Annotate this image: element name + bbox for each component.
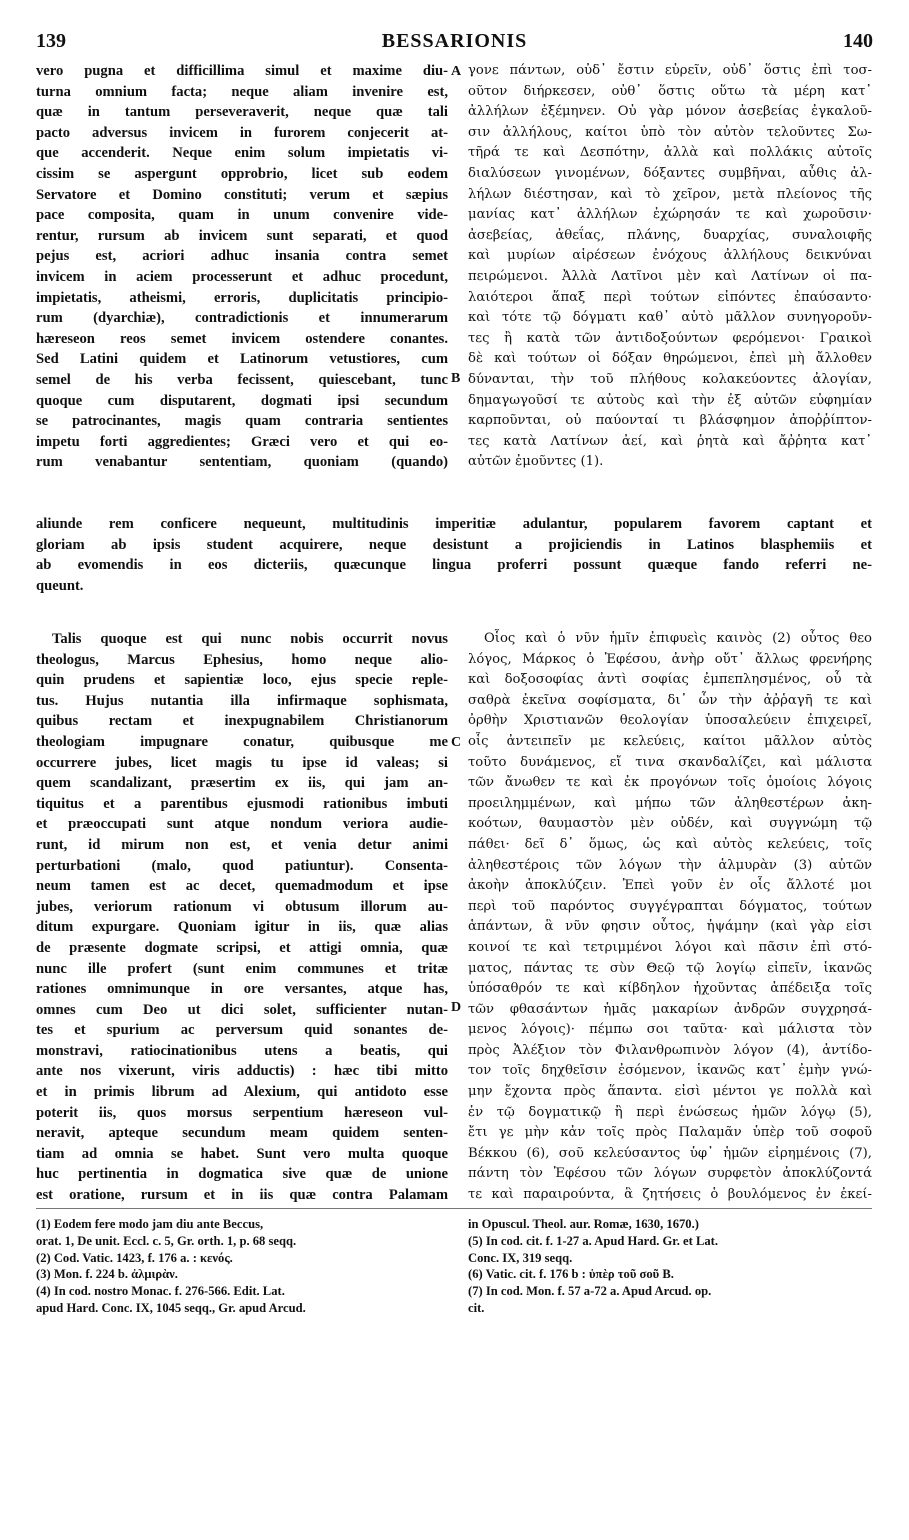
section2-greek-column <box>468 629 872 1206</box>
footnotes-left <box>36 1216 448 1317</box>
text-line: poterit iis, quos morsus serpentium hæreseon vul- <box>36 1104 448 1121</box>
text-line: runt, id mirum non est, et venia detur animi <box>36 836 448 853</box>
text-line: perturbationi (malo, quod patiuntur). Consenta- <box>36 857 448 874</box>
text-line: ἀκοὴν ἀποκλύζειν. Ἐπεὶ γοῦν ἐν οἷς ἄλλοτέ μοι <box>468 878 872 894</box>
text-line: δύνανται, τὴν τοῦ πλήθους κολακεύοντες ἀλογίαν, <box>468 371 872 387</box>
text-line: τῆρά τε καὶ Δεσπότην, ἀλλὰ καὶ πολλάκις αὐτοῖς <box>468 145 872 161</box>
text-line: hæreseon reos semet invicem ostendere conantes. <box>36 330 448 347</box>
text-line: πειρώμενοι. Ἀλλὰ Λατῖνοι μὲν καὶ Λατίνων οἱ πα- <box>468 268 872 284</box>
text-line: τοῦτο δυνάμενος, εἴ τινα σκανδαλίζει, καὶ μάλιστα <box>468 754 872 770</box>
text-line: οἷς ἀντειπεῖν με κελεύεις, καίτοι μᾶλλον αὐτὸς <box>468 733 872 749</box>
text-line: neum tamen est ac decet, quemadmodum et ipse <box>36 878 448 895</box>
text-line: κοότων, θαυμαστὸν μὲν οὐδέν, καὶ συγγνώμη τῷ <box>468 816 872 832</box>
text-line: aliunde rem conficere nequeunt, multitudinis imperitiæ adulantur, popularem favorem captant et <box>36 516 872 532</box>
text-line: pacto adversus invicem in furorem conjecerit at- <box>36 124 448 141</box>
text-line: προειλημμένων, καὶ μήπω τῶν ἀληθεστέρων ἀκη- <box>468 795 872 811</box>
text-line: οῦτον διήρκεσεν, οὐθ᾽ ὅστις οὕτω τὰ μέρη κατ᾽ <box>468 83 872 99</box>
text-line: μην ἔχοντα πρὸς ἅπαντα. εἰσὶ μέντοι γε πολλὰ καὶ <box>468 1084 872 1100</box>
text-line: ὑπόσαθρόν τε καὶ κίβδηλον ἠχοῦντας ἀπέδειξα τοῖς <box>468 981 872 997</box>
text-line: monstravi, ratiocinationibus utens a beatis, qui <box>36 1042 448 1059</box>
text-line: rum (dyarchiæ), contradictionis et innumerarum <box>36 310 448 327</box>
text-line: τες ἢ κατὰ τῶν ἀντιδοξούντων φερόμενοι· Γραικοὶ <box>468 330 872 346</box>
text-line: καρποῦνται, οὐ παύονταί τι βλάσφημον ἀποῤῥίπτον- <box>468 413 872 429</box>
section2-latin-column <box>36 629 448 1206</box>
running-header <box>36 30 873 58</box>
text-line: in Opuscul. Theol. aur. Romæ, 1630, 1670.) <box>468 1217 699 1231</box>
text-line: αὐτῶν ἐμοῦντες (1). <box>468 454 604 470</box>
text-line: τῶν ἄνωθεν τε καὶ ἐκ προγόνων τοῖς ὁμοίοις λόγοις <box>468 775 872 791</box>
text-line: orat. 1, De unit. Eccl. c. 5, Gr. orth. 1, p. 68 seqq. <box>36 1233 297 1248</box>
text-line: ἀληθεστέροις τῶν λόγων τὴν ἁλμυρὰν (3) αὐτῶν <box>468 857 872 873</box>
text-line: ἀσεβείας, ἀθεΐας, πλάνης, δυαρχίας, συναλοιφῆς <box>468 227 872 243</box>
text-line: se patrocinantes, magis quam contraria sentientes <box>36 413 448 430</box>
text-line: vero pugna et difficillima simul et maxime diu- <box>36 63 448 79</box>
text-line: theologus, Marcus Ephesius, homo neque alio- <box>36 651 448 668</box>
margin-marker-c: C <box>451 735 462 750</box>
text-line: pejus est, acriori adhuc insania contra semet <box>36 248 448 265</box>
text-line: quin prudens et sapientiæ loco, ejus specie reple- <box>36 672 448 689</box>
text-line: πρὸς Ἀλέξιον τὸν Φιλανθρωπινὸν λόγον (4), ἀντίδο- <box>468 1042 872 1058</box>
footnote-rule <box>36 1208 872 1209</box>
text-line: διαλύσεων γινομένων, δόξαντες συμβῆναι, αὖθις ἀλ- <box>468 165 872 181</box>
margin-marker-a: A <box>451 64 462 79</box>
text-line: jubes, veriorum rationum vi obtusum illorum au- <box>36 898 448 915</box>
text-line: πάντη τὸν Ἐφέσου τῶν λόγων συρφετὸν ἀποκλύζοντά <box>468 1166 872 1182</box>
text-line: ab evomendis in eos dicteriis, quæcunque lingua proferri possunt quæque fando referri ne- <box>36 557 872 574</box>
text-line: impietatis, atheismi, erroris, duplicitatis principio- <box>36 289 448 306</box>
text-line: (5) In cod. cit. f. 1-27 a. Apud Hard. Gr. et Lat. <box>468 1233 719 1248</box>
text-line: καὶ τότε τῷ δόγματι καθ᾽ αὑτὸ μᾶλλον συνηγοροῦν- <box>468 310 872 326</box>
text-line: δημαγωγοῦσί τε αὐτοὺς καὶ τὴν ἐξ αὐτῶν εὐφημίαν <box>468 392 872 408</box>
text-line: ditum expurgare. Quoniam igitur in iis, quæ alias <box>36 919 448 936</box>
text-line: μανίας κατ᾽ ἀλλήλων ἐχώρησάν τε καὶ χωροῦσιν· <box>468 207 872 223</box>
page-number-left: 139 <box>36 30 66 52</box>
text-line: κοινοί τε καὶ τετριμμένοι λόγοι καὶ πᾶσιν ἐπὶ στό- <box>468 939 872 955</box>
text-line: invicem in aciem processerunt et adhuc procedunt, <box>36 268 448 285</box>
text-line: apud Hard. Conc. IX, 1045 seqq., Gr. apud Arcud. <box>36 1300 306 1315</box>
text-line: tiquitus et a parentibus ejusmodi rationibus imbuti <box>36 795 448 812</box>
text-line: nunc ille profert (sunt enim communes et tritæ <box>36 960 448 977</box>
text-line: tus. Hujus nutantia illa infirmaque sophismata, <box>36 692 448 709</box>
text-line: rationes omnimunque in ore versantes, atque has, <box>36 981 448 998</box>
text-line: Talis quoque est qui nunc nobis occurrit novus <box>52 631 448 647</box>
text-line: τῶν φθασάντων ἡμᾶς μακαρίων ἀνδρῶν συγχρησά- <box>468 1001 872 1017</box>
text-line: γονε πάντων, οὐδ᾽ ἔστιν εὑρεῖν, οὐδ᾽ ὅστις ἐπὶ τοσ- <box>468 63 872 78</box>
text-line: σιν ἀλλήλους, καίτοι ὑπὸ τὸν αὐτὸν τελοῦντες Σω- <box>468 124 872 140</box>
page-number-right: 140 <box>843 30 873 52</box>
text-line: Sed Latini quidem et Latinorum vetustiores, cum <box>36 351 448 368</box>
text-line: huc pertinentia in dogmatica sive quæ de unione <box>36 1166 448 1183</box>
text-line: περὶ τοῦ παρόντος συγγέγραπται δόγματος, τούτων <box>468 898 872 914</box>
text-line: rentur, rursum ab invicem sunt separati, et quod <box>36 227 448 244</box>
text-line: τε καὶ παραιρούντα, ἃ ζητήσεις ὁ βουλόμενος ἐν ἐκεί- <box>468 1187 872 1203</box>
text-line: σαθρὰ ἐκεῖνα σοφίσματα, δι᾽ ὧν τὴν ἀῤῥαγῆ τε καὶ <box>468 692 872 708</box>
text-line: tes et spurium ac perversum quid sonantes de- <box>36 1022 448 1039</box>
text-line: Servatore et Domino constituti; verum et sæpius <box>36 186 448 203</box>
text-line: λόγος, Μάρκος ὁ Ἐφέσου, ἀνὴρ οὔτ᾽ ἄλλως φρενήρης <box>468 651 872 667</box>
text-line: Βέκκου (6), σοῦ κελεύσαντος ὑφ᾽ ἡμῶν εἰρημένοις (7), <box>468 1145 872 1161</box>
text-line: et in primis librum ad Alexium, qui antidoto esse <box>36 1084 448 1101</box>
text-line: quem scandalizant, præsertim ex iis, qui jam an- <box>36 775 448 792</box>
section1-full-width-text <box>36 514 872 596</box>
text-line: quæ in tantum perseveraverit, neque quæ tali <box>36 104 448 121</box>
text-line: quoque cum disputarent, dogmati ipsi secundum <box>36 392 448 409</box>
text-line: semel de his verba fecissent, quiescebant, tunc <box>36 371 448 388</box>
text-line: queunt. <box>36 577 84 594</box>
text-line: (7) In cod. Mon. f. 57 a-72 a. Apud Arcud. op. <box>468 1284 712 1299</box>
text-line: ἁπάντων, ἃ νῦν φησιν οὗτος, ἡψάμην (καὶ γὰρ εἰσι <box>468 919 872 935</box>
text-line: μενος λόγοις)· πέμπω σοι ταῦτα· καὶ μάλιστα τὸν <box>468 1022 872 1038</box>
text-line: Conc. IX, 319 seqq. <box>468 1250 573 1265</box>
text-line: tiam ad omnia se habet. Sunt vero multa quoque <box>36 1145 448 1162</box>
section1-latin-column <box>36 61 448 473</box>
text-line: (6) Vatic. cit. f. 176 b : ὑπὲρ τοῦ σοῦ B. <box>468 1267 674 1282</box>
text-line: (2) Cod. Vatic. 1423, f. 176 a. : κενός. <box>36 1250 233 1265</box>
text-line: theologiam impugnare conatur, quibusque me <box>36 733 448 750</box>
text-line: ἐν τῷ δογματικῷ ἢ περὶ ἑνώσεως ἡμῶν λόγῳ (5), <box>468 1104 872 1120</box>
text-line: τον τοῖς δηχθεῖσιν ἐσόμενον, ἱκανῶς κατ᾽ ἐμὴν γνώ- <box>468 1063 872 1079</box>
text-line: ἔτι γε μὴν κἀν τοῖς πρὸς Παλαμᾶν ὑπὲρ τοῦ σοφοῦ <box>468 1125 872 1141</box>
text-line: πάθει· δεῖ δ᾽ ὅμως, ὡς καὶ αὐτὸς κελεύεις, τοῖς <box>468 836 872 852</box>
text-line: et præoccupati sunt atque nondum veriora audie- <box>36 816 448 833</box>
text-line: pace composita, quam in unum convenire vide- <box>36 207 448 224</box>
text-line: τες κατὰ Λατίνων ἀεί, καὶ ῥητὰ καὶ ἄῤῥητα κατ᾽ <box>468 433 872 449</box>
text-line: λαιότεροι ἅπαξ περὶ τούτων εἰπόντες ἐπαύσαντο· <box>468 289 872 305</box>
text-line: gloriam ab ipsis student acquirere, neque desistunt a projiciendis in Latinos blasphemiis et <box>36 536 872 553</box>
text-line: ματος, πάντας τε σὺν Θεῷ τῷ λογίῳ εἰπεῖν, ἱκανῶς <box>468 960 872 976</box>
text-line: καὶ μυρίων αἱρέσεων ἐνόχους ἀλλήλους δεικνύναι <box>468 248 872 264</box>
text-line: omnes cum Deo ut dici solet, sufficienter nutan- <box>36 1001 448 1018</box>
margin-marker-d: D <box>451 1000 462 1015</box>
text-line: ante nos vixerunt, viris adductis) : hæc tibi mitto <box>36 1063 448 1080</box>
text-line: λήλων διέστησαν, καὶ τὸ χεῖρον, μετὰ πλείονος τῆς <box>468 186 872 202</box>
text-line: (1) Eodem fere modo jam diu ante Beccus, <box>36 1217 264 1231</box>
margin-marker-b: B <box>451 371 461 386</box>
text-line: cit. <box>468 1300 485 1315</box>
text-line: turna omnium facta; neque aliam invenire est, <box>36 83 448 100</box>
running-title: BESSARIONIS <box>381 30 528 52</box>
text-line: Οἷος καὶ ὁ νῦν ἡμῖν ἐπιφυεὶς καινὸς (2) οὗτος θεο <box>484 631 872 646</box>
text-line: καὶ δοξοσοφίας ἀντὶ σοφίας ἐμπεπλησμένος, οὗ τὰ <box>468 672 872 688</box>
text-line: ἀλλήλων ἐξέμηνεν. Οὐ γὰρ μόνον ἀσεβείας ἐγκαλοῦ- <box>468 104 872 120</box>
text-line: de præsente dogmate scripsi, et attigi omnia, quæ <box>36 939 448 956</box>
text-line: (4) In cod. nostro Monac. f. 276-566. Edit. Lat. <box>36 1284 285 1299</box>
text-line: rum venabantur sententiam, quoniam (quando) <box>36 454 448 471</box>
text-line: impetu forti aggredientes; Græci vero et qui eo- <box>36 433 448 450</box>
text-line: que accenderit. Neque enim solum impietatis vi- <box>36 145 448 162</box>
footnotes-right <box>468 1216 872 1317</box>
text-line: neravit, apteque secundum meam quidem senten- <box>36 1125 448 1142</box>
text-line: ὀρθὴν Χριστιανῶν θεολογίαν ὑποσαλεύειν ἐπιχειρεῖ, <box>468 713 872 729</box>
text-line: δὲ καὶ τούτων οἱ δόξαν θηρώμενοι, ἐπεὶ μὴ ἄλλοθεν <box>468 351 872 367</box>
text-line: (3) Mon. f. 224 b. ἀλμιρὰν. <box>36 1267 178 1282</box>
text-line: quibus rectam et inexpugnabilem Christianorum <box>36 713 448 730</box>
text-line: occurrere jubes, licet magis tu ipse id valeas; si <box>36 754 448 771</box>
section1-greek-column <box>468 61 872 473</box>
text-line: est oratione, rursum et in iis quæ contra Palamam <box>36 1187 448 1204</box>
text-line: cissim se aspergunt opprobrio, licet sub eodem <box>36 165 448 182</box>
